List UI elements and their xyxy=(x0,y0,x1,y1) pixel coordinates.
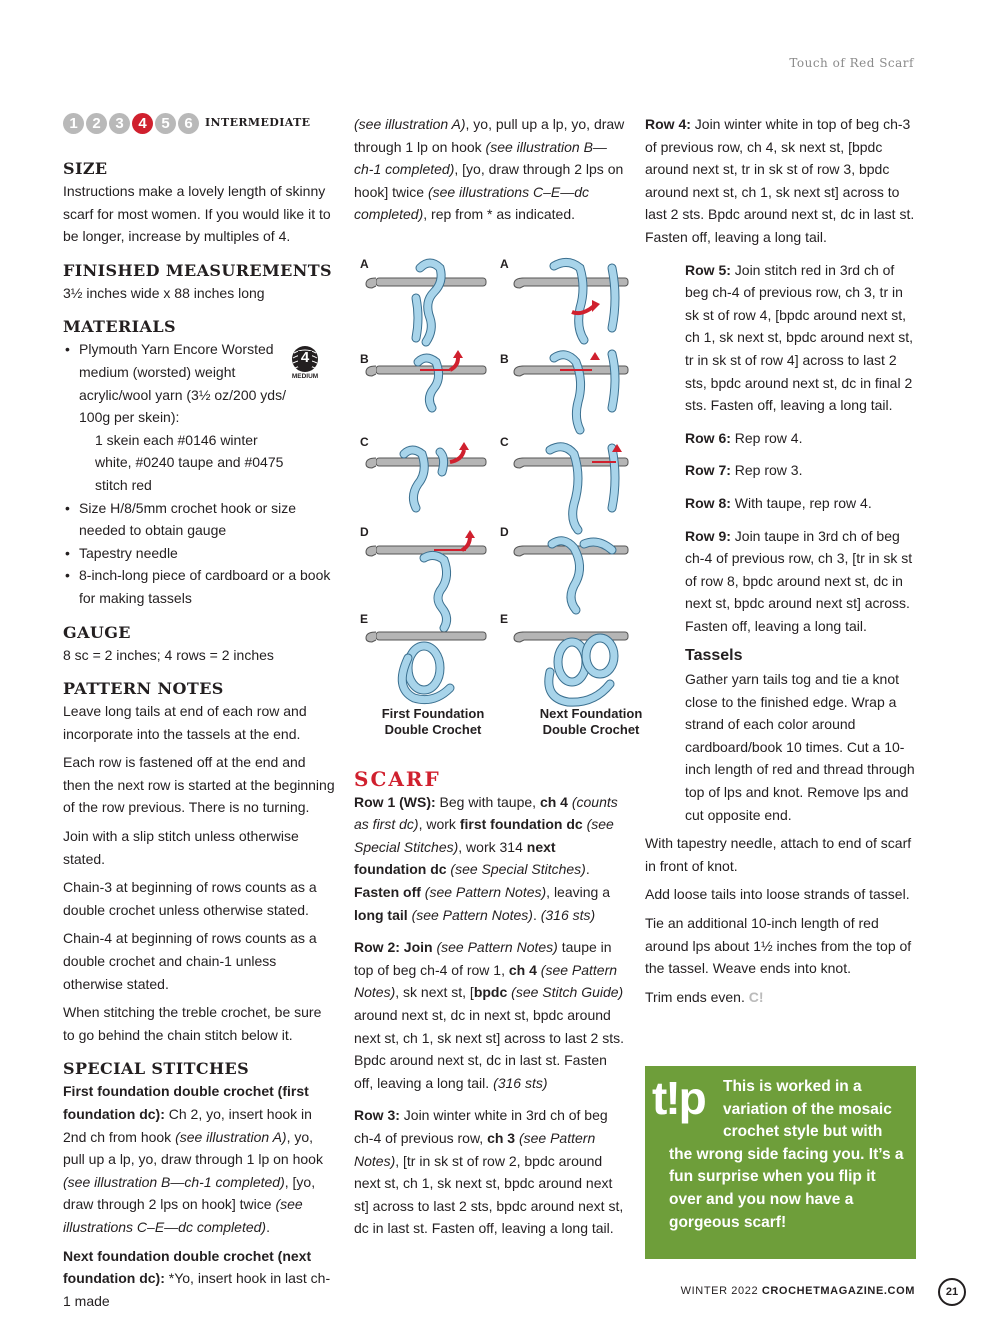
step-d-left-icon xyxy=(366,530,486,628)
pattern-note: Chain-4 at beginning of rows counts as a double crochet and chain-1 unless otherwise stated. xyxy=(63,930,317,992)
level-1-icon: 1 xyxy=(63,113,84,134)
illustration-label: D xyxy=(500,525,509,539)
materials-item: • Tapestry needle xyxy=(63,542,335,565)
level-3-icon: 3 xyxy=(109,113,130,134)
tip-icon: t!p xyxy=(652,1072,705,1124)
step-b-left-icon xyxy=(366,350,486,408)
tassels-text: With tapestry needle, attach to end of scarf in front of knot. xyxy=(645,835,912,874)
step-c-left-icon xyxy=(366,442,486,508)
skill-level xyxy=(63,110,335,136)
step-a-right-icon xyxy=(514,262,628,340)
gauge-heading: GAUGE xyxy=(63,622,131,642)
materials-subitem: 1 skein each #0146 winter white, #0240 taupe and #0475 stitch red xyxy=(95,431,284,493)
end-mark-icon: C! xyxy=(748,988,764,1005)
scarf-section xyxy=(354,768,626,1246)
materials-item: • Plymouth Yarn Encore Worsted medium (worsted) weight acrylic/wool yarn (3½ oz/200 yds/ 100g per skein): 1 skein each #0146 winter white, #0240 taupe and #0475 stitch red xyxy=(63,338,335,496)
column-right xyxy=(645,113,917,1014)
yarn-weight-label: MEDIUM xyxy=(291,373,319,380)
caption-first-foundation: First Foundation xyxy=(381,706,485,721)
pattern-note: Leave long tails at end of each row and incorporate into the tassels at the end. xyxy=(63,703,307,742)
yarn-weight-badge xyxy=(290,345,320,383)
column-left xyxy=(63,110,335,1318)
illustration-label: D xyxy=(360,525,369,539)
level-5-icon: 5 xyxy=(155,113,176,134)
running-head: Touch of Red Scarf xyxy=(789,56,914,70)
tassels-text: Tie an additional 10-inch length of red around lps about 1½ inches from the top of the tassel. Weave ends into knot. xyxy=(645,915,912,977)
level-4-icon: 4 xyxy=(132,113,153,134)
step-d-right-icon xyxy=(514,541,628,610)
pattern-note: Each row is fastened off at the end and then the next row is started at the beginning of the row previous. There is no turning. xyxy=(63,754,335,816)
stitch-illustration xyxy=(354,257,643,748)
pattern-note: Chain-3 at beginning of rows counts as a double crochet unless otherwise stated. xyxy=(63,879,317,918)
materials-heading: MATERIALS xyxy=(63,317,176,337)
finished-text: 3½ inches wide x 88 inches long xyxy=(63,284,265,301)
scarf-heading: SCARF xyxy=(354,767,441,791)
illustration-label: C xyxy=(360,435,369,449)
special-stitch-next-foundation-title: Next foundation double crochet (next foundation dc): *Yo, insert hook in last ch-1 made xyxy=(63,1247,331,1309)
special-stitch-next-foundation-text: (see illustration A), yo, pull up a lp, yo, draw through 1 lp on hook (see illustration B—ch-1 completed), [yo, draw through 2 lps on hook] twice (see illustrations C–E—dc completed), rep from * as indicated. xyxy=(354,116,625,223)
footer xyxy=(681,1285,915,1297)
caption-first-foundation: Double Crochet xyxy=(384,722,482,737)
page-number: 21 xyxy=(938,1278,966,1306)
illustration-label: C xyxy=(500,435,509,449)
tip-text: This is worked in a variation of the mosaic crochet style but with the wrong side facing you. It’s a fun surprise when you flip it over and you now have a gorgeous scarf! xyxy=(669,1078,904,1231)
row-1-instruction: Row 1 (WS): Beg with taupe, ch 4 (counts as first dc), work first foundation dc (see Special Stitches), work 314 next foundation dc (see Special Stitches). Fasten off (see Pattern Notes), leaving a long tail (see Pattern Notes). (316 sts) xyxy=(354,793,618,923)
yarn-weight-number: 4 xyxy=(300,349,310,366)
tassels-text: Gather yarn tails tog and tie a knot close to the finished edge. Wrap a strand of each color around cardboard/book 10 times. Cut a 10-inch length of red and thread through top of lps and knot. Remove lps and cut opposite end. xyxy=(685,671,915,823)
tassels-text: Trim ends even. C! xyxy=(645,988,764,1005)
size-text: Instructions make a lovely length of skinny scarf for most women. If you would like it to be longer, increase by multiples of 4. xyxy=(63,183,331,245)
illustration-label: B xyxy=(500,352,509,366)
footer-issue: WINTER 2022 xyxy=(680,1285,759,1297)
pattern-note: When stitching the treble crochet, be sure to go behind the chain stitch below it. xyxy=(63,1004,322,1043)
tip-box xyxy=(645,1066,916,1259)
illustration-label: E xyxy=(500,612,509,626)
row-2-instruction: Row 2: Join (see Pattern Notes) taupe in top of beg ch-4 of row 1, ch 4 (see Pattern Notes), sk next st, [bpdc (see Stitch Guide) around next st, dc in next st, bpdc around next st, ch 1, sk next st] across to last 2 sts. Bpdc around next st, dc in last st. Fasten off, leaving a long tail. (316 sts) xyxy=(354,939,624,1091)
level-2-icon: 2 xyxy=(86,113,107,134)
row-9-instruction: Row 9: Join taupe in 3rd ch of beg ch-4 of previous row, ch 3, [tr in sk st of row 8, bpdc around next st, dc in next st, bpdc around next st] across. Fasten off, leaving a long tail. xyxy=(685,527,913,634)
row-7-instruction: Row 7: Rep row 3. xyxy=(685,462,803,479)
illustration-label: E xyxy=(360,612,369,626)
row-5-instruction: Row 5: Join stitch red in 3rd ch of beg ch-4 of previous row, ch 3, tr in sk st of row 4, [bpdc around next st, ch 1, sk next st, bpdc around next st, tr in sk st of row 4] across to last 2 sts, bpdc around next st, dc in final 2 sts. Fasten off, leaving a long tail. xyxy=(685,261,914,414)
illustration-label: A xyxy=(360,257,369,271)
tassels-heading: Tassels xyxy=(685,647,743,665)
gauge-text: 8 sc = 2 inches; 4 rows = 2 inches xyxy=(63,646,274,663)
illustration-label: A xyxy=(500,257,509,271)
skill-level-label: INTERMEDIATE xyxy=(205,115,311,129)
materials-item: • Size H/8/5mm crochet hook or size needed to obtain gauge xyxy=(63,497,335,542)
illustration-label: B xyxy=(360,352,369,366)
rows-indented xyxy=(685,259,917,669)
step-b-right-icon xyxy=(514,352,628,430)
row-8-instruction: Row 8: With taupe, rep row 4. xyxy=(685,494,872,511)
column-middle xyxy=(354,113,626,232)
row-3-instruction: Row 3: Join winter white in 3rd ch of beg ch-4 of previous row, ch 3 (see Pattern Notes), [tr in sk st of row 2, bpdc around next st, ch 1, sk next st, bpdc around next st] across to last 2 sts, bpdc around next st, dc in last st. Fasten off, leaving a long tail. xyxy=(354,1107,624,1237)
materials-item: • 8-inch-long piece of cardboard or a book for making tassels xyxy=(63,564,335,609)
special-stitch-first-foundation: First foundation double crochet (first foundation dc): Ch 2, yo, insert hook in 2nd ch from hook (see illustration A), yo, pull up a lp, yo, draw through 1 lp on hook (see illustration B—ch-1 completed), [yo, draw through 2 lps on hook] twice (see illustrations C–E—dc completed). xyxy=(63,1083,323,1235)
caption-next-foundation: Double Crochet xyxy=(542,722,640,737)
caption-next-foundation: Next Foundation xyxy=(539,706,643,721)
pattern-notes-heading: PATTERN NOTES xyxy=(63,679,224,699)
level-6-icon: 6 xyxy=(178,113,199,134)
size-heading: SIZE xyxy=(63,159,108,178)
finished-heading: FINISHED MEASUREMENTS xyxy=(63,260,332,280)
tassels-text: Add loose tails into loose strands of tassel. xyxy=(645,886,910,903)
pattern-note: Join with a slip stitch unless otherwise stated. xyxy=(63,828,299,867)
row-4-instruction: Row 4: Join winter white in top of beg ch-3 of previous row, ch 4, sk next st, [bpdc around next st, tr in sk st of row 3, bpdc around next st, ch 1, sk next st] across to last 2 sts. Bpdc around next st, dc in last st. Fasten off, leaving a long tail. xyxy=(645,116,915,245)
step-c-right-icon xyxy=(514,444,628,530)
row-6-instruction: Row 6: Rep row 4. xyxy=(685,429,803,446)
step-a-left-icon xyxy=(366,263,486,342)
step-e-left-icon xyxy=(366,632,486,700)
step-e-right-icon xyxy=(514,632,628,702)
footer-site: CROCHETMAGAZINE.COM xyxy=(761,1285,915,1297)
foundation-dc-diagram xyxy=(354,257,643,748)
special-stitches-heading: SPECIAL STITCHES xyxy=(63,1059,250,1079)
